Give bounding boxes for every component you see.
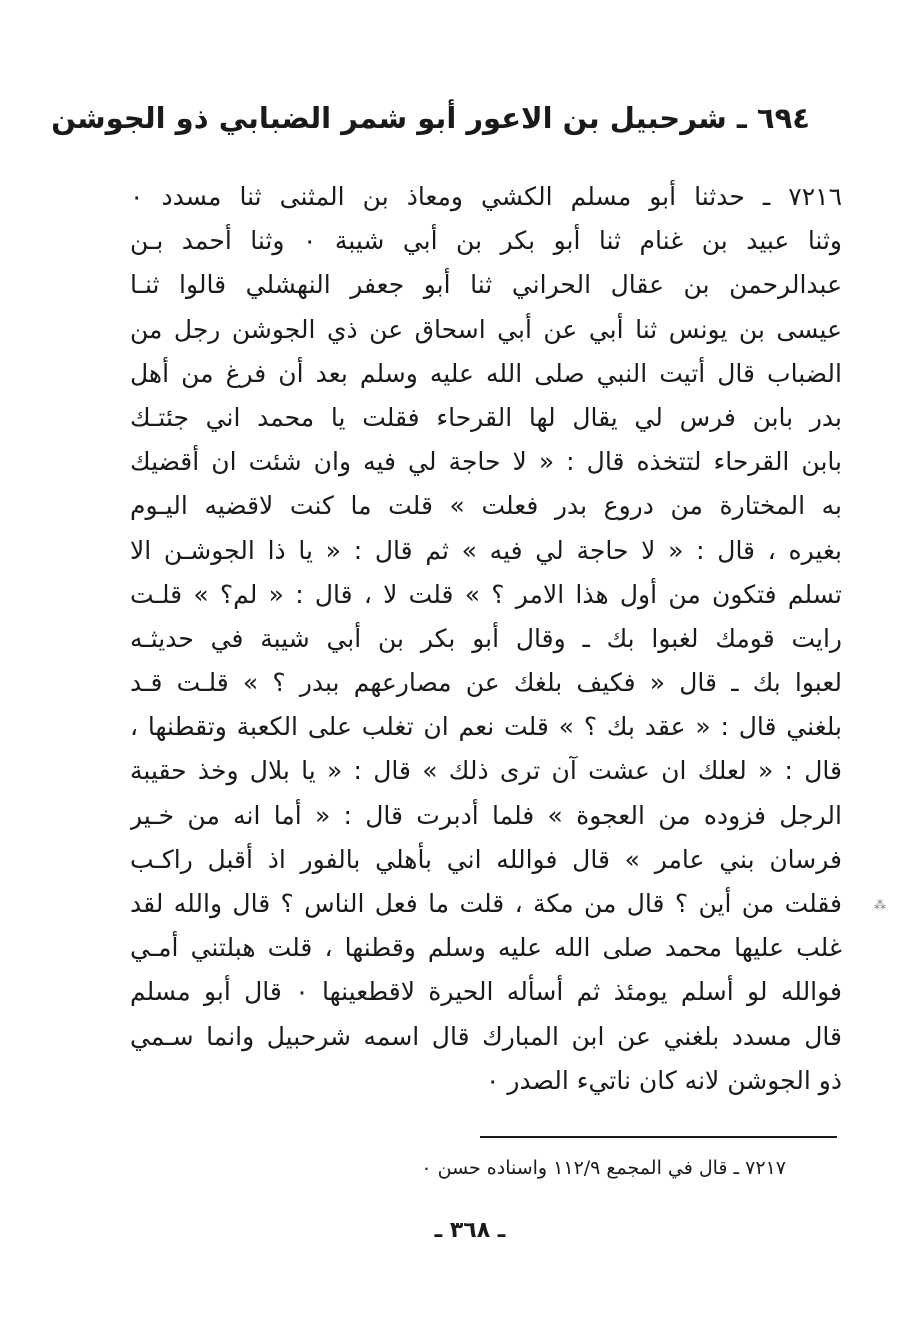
text-line-7: بابن القرحاء لتتخذه قال : « لا حاجة لي فيه وان شئت ان أقضيك — [130, 447, 842, 477]
text-line-16: فرسان بني عامر » قال فوالله اني بأهلي بالفور اذ أقبل راكـب — [130, 844, 842, 874]
text-line-20: قال مسدد بلغني عن ابن المبارك قال اسمه شرحبيل وانما سـمي — [130, 1021, 842, 1051]
chapter-heading: ٦٩٤ ـ شرحبيل بن الاعور أبو شمر الضبابي ذو الجوشن — [51, 101, 810, 135]
text-line-1: ٧٢١٦ ـ حدثنا أبو مسلم الكشي ومعاذ بن المثنى ثنا مسدد ٠ — [130, 182, 842, 211]
text-line-13: بلغني قال : « عقد بك ؟ » قلت نعم ان تغلب على الكعبة وتقطنها ، — [130, 712, 842, 742]
text-line-6: بدر بابن فرس لي يقال لها القرحاء فقلت يا محمد اني جئتـك — [130, 402, 842, 432]
text-line-19: فوالله لو أسلم يومئذ ثم أسأله الحيرة لاقطعينها ٠ قال أبو مسلم — [130, 977, 842, 1007]
text-line-8: به المختارة من دروع بدر فعلت » قلت ما كنت لاقضيه اليـوم — [130, 491, 842, 521]
text-line-11: رايت قومك لغبوا بك ـ وقال أبو بكر بن أبي شيبة في حديثـه — [130, 623, 842, 653]
text-line-4: عيسى بن يونس ثنا أبي عن أبي اسحاق عن ذي الجوشن رجل من — [130, 314, 842, 344]
text-line-10: تسلم فتكون من أول هذا الامر ؟ » قلت لا ، قال : « لم؟ » قلـت — [130, 579, 842, 609]
text-line-17: فقلت من أين ؟ قال من مكة ، قلت ما فعل الناس ؟ قال والله لقد — [130, 889, 842, 918]
hadith-text — [130, 175, 842, 1103]
text-line-2: وثنا عبيد بن غنام ثنا أبو بكر بن أبي شيبة ٠ وثنا أحمد بـن — [130, 226, 842, 256]
text-line-15: الرجل فزوده من العجوة » فلما أدبرت قال : « أما انه من خـير — [130, 800, 842, 830]
text-line-5: الضباب قال أتيت النبي صلى الله عليه وسلم بعد أن فرغ من أهل — [130, 358, 842, 388]
footnote: ٧٢١٧ ـ قال في المجمع ١١٢/٩ واسناده حسن ٠ — [421, 1157, 786, 1179]
margin-mark: ⁂ — [874, 898, 886, 912]
text-line-18: غلب عليها محمد صلى الله عليه وسلم وقطنها ، قلت هبلتني أمـي — [130, 933, 842, 963]
text-line-14: قال : « لعلك ان عشت آن ترى ذلك » قال : « يا بلال وخذ حقيبة — [130, 756, 842, 786]
page-number: ـ ٣٦٨ ـ — [434, 1218, 506, 1243]
text-line-12: لعبوا بك ـ قال « فكيف بلغك عن مصارعهم ببدر ؟ » قلـت قـد — [130, 668, 842, 698]
footnote-separator — [480, 1136, 837, 1138]
text-line-3: عبدالرحمن بن عقال الحراني ثنا أبو جعفر النهشلي قالوا ثنـا — [130, 270, 842, 300]
text-line-21: ذو الجوشن لانه كان ناتيء الصدر ٠ — [486, 1065, 842, 1095]
text-line-9: بغيره ، قال : « لا حاجة لي فيه » ثم قال : « يا ذا الجوشـن الا — [130, 535, 842, 565]
